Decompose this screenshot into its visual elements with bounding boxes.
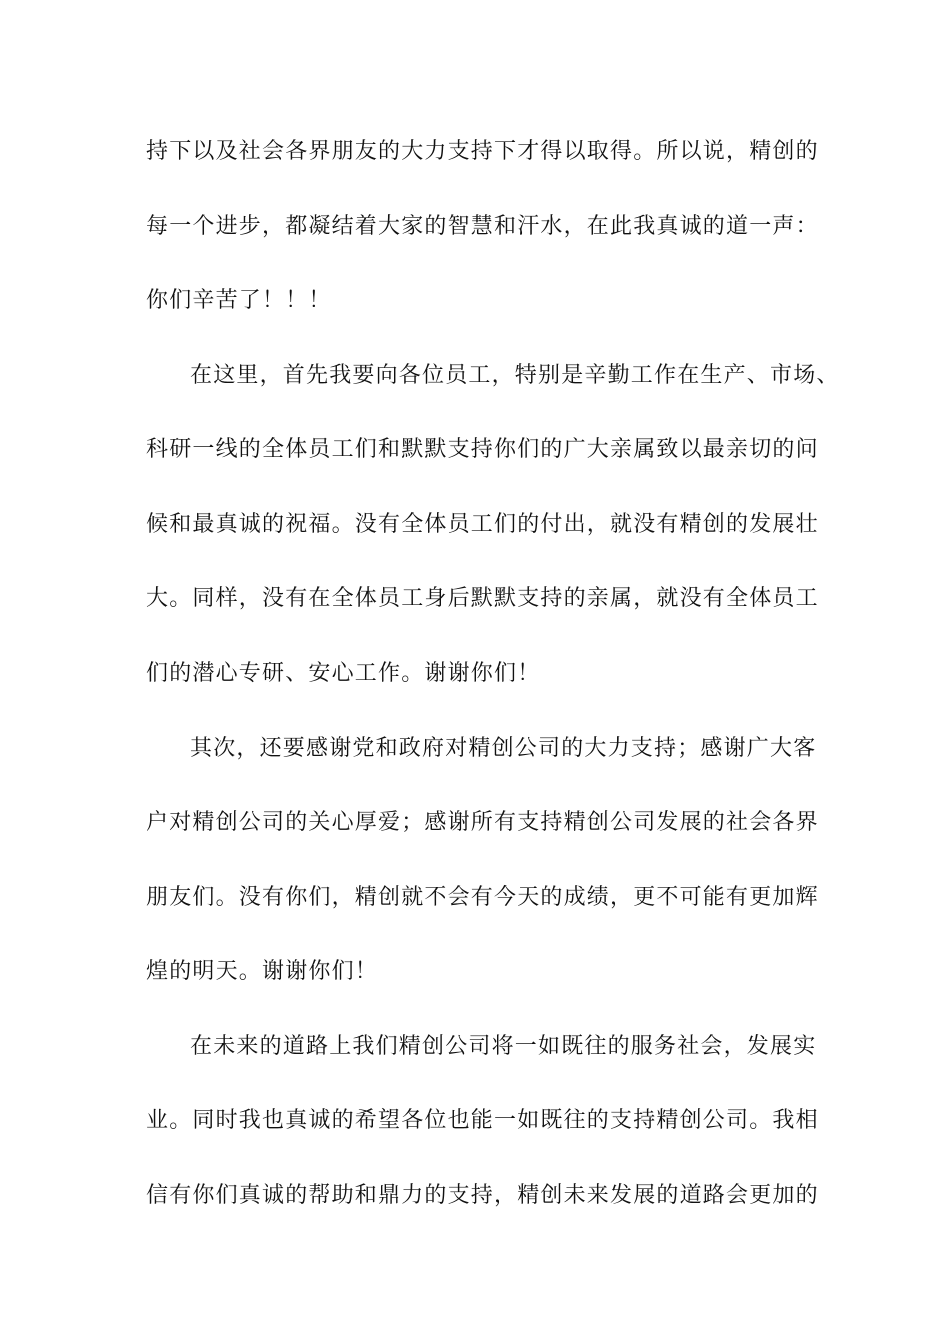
paragraph-first-line: 在未来的道路上我们精创公司将一如既往的服务社会，发展实 (190, 1034, 817, 1059)
text-line: 候和最真诚的祝福。没有全体员工们的付出，就没有精创的发展壮 (146, 512, 819, 537)
text-line: 每一个进步，都凝结着大家的智慧和汗水，在此我真诚的道一声： (146, 214, 819, 239)
paragraph-first-line: 在这里，首先我要向各位员工，特别是辛勤工作在生产、市场、 (190, 363, 840, 388)
text-line: 信有你们真诚的帮助和鼎力的支持，精创未来发展的道路会更加的 (146, 1183, 819, 1208)
text-line: 业。同时我也真诚的希望各位也能一如既往的支持精创公司。我相 (146, 1108, 819, 1133)
paragraph-first-line: 其次，还要感谢党和政府对精创公司的大力支持；感谢广大客 (190, 736, 817, 761)
text-line: 大。同样，没有在全体员工身后默默支持的亲属，就没有全体员工 (146, 586, 819, 611)
text-line: 持下以及社会各界朋友的大力支持下才得以取得。所以说，精创的 (146, 139, 819, 164)
text-line: 你们辛苦了！！！ (146, 288, 332, 313)
text-line: 户对精创公司的关心厚爱；感谢所有支持精创公司发展的社会各界 (146, 810, 819, 835)
text-line: 煌的明天。谢谢你们！ (146, 959, 379, 984)
text-line: 们的潜心专研、安心工作。谢谢你们！ (146, 661, 541, 686)
text-line: 朋友们。没有你们，精创就不会有今天的成绩，更不可能有更加辉 (146, 885, 819, 910)
text-line: 科研一线的全体员工们和默默支持你们的广大亲属致以最亲切的问 (146, 437, 819, 462)
